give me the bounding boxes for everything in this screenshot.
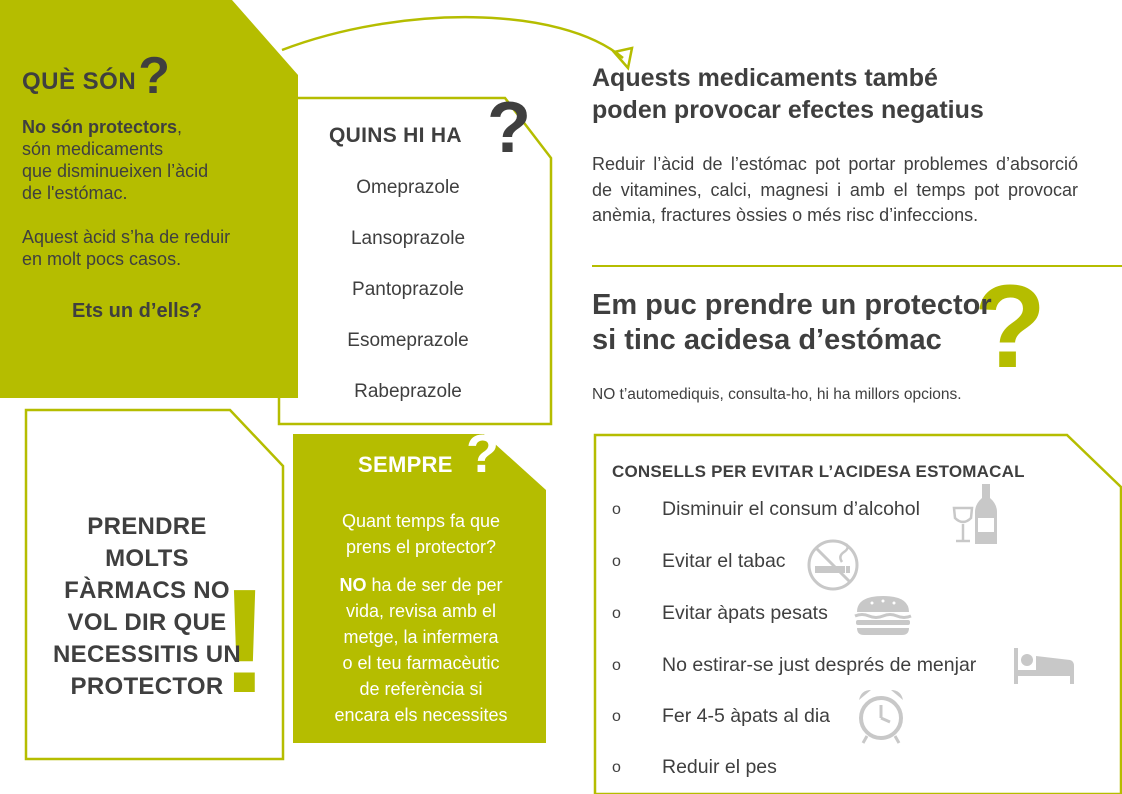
effects-title-line1: Aquests medicaments també [592,64,938,92]
sempre-question-line2: prens el protector? [345,537,497,557]
que-son-note [22,226,282,270]
que-son-definition [22,116,282,204]
question-mark-icon: ? [487,88,531,168]
que-son-line2: són medicaments [22,139,164,159]
list-item [612,756,777,779]
sempre-question [305,508,537,560]
consells-title: CONSELLS PER EVITAR L’ACIDESA ESTOMACAL [612,462,1025,481]
sempre-answer [305,572,537,728]
sempre-answer-no: NO [339,575,367,595]
acidesa-note: NO t’automediquis, consulta-ho, hi ha millors opcions. [592,386,962,403]
list-item [612,550,786,573]
tip-label: Evitar àpats pesats [662,602,828,624]
prendre-line: NECESSITIS UN [53,641,241,668]
que-son-line4: de l'estómac. [22,183,128,203]
que-son-title: QUÈ SÓN [22,68,137,95]
que-son-note-line2: en molt pocs casos. [22,249,182,269]
que-son-line3: que disminueixen l’àcid [22,161,209,181]
prendre-line: FÀRMACS NO [64,577,230,604]
list-item [612,602,828,625]
sempre-answer-line1: ha de ser de per [366,575,503,595]
acidesa-title [592,288,992,358]
quins-title: QUINS HI HA [329,124,462,147]
bullet: o [612,707,621,725]
sempre-answer-line3: metge, la infermera [343,627,499,647]
tip-label: Reduir el pes [662,756,777,778]
sempre-title: SEMPRE [358,452,453,477]
prendre-line: MOLTS [105,545,189,572]
que-son-bold-lead: No són protectors [22,117,178,137]
que-son-question: Ets un d’ells? [72,300,203,322]
drug-item: Lansoprazole [350,228,466,249]
prendre-line: VOL DIR QUE [67,609,227,636]
bullet: o [612,656,621,674]
prendre-message [34,511,260,703]
drug-item: Omeprazole [356,177,460,198]
drug-item: Pantoprazole [352,279,464,300]
sempre-answer-line6: encara els necessites [334,705,508,725]
que-son-note-line1: Aquest àcid s’ha de reduir [22,227,231,247]
acidesa-title-line1: Em puc prendre un protector [592,289,992,321]
tip-label: Fer 4-5 àpats al dia [662,705,831,727]
sempre-answer-line5: de referència si [359,679,483,699]
question-mark-icon: ? [466,424,499,484]
effects-body: Reduir l’àcid de l’estómac pot portar problemes d’absorció de vitamines, calci, magnesi i amb el temps pot provocar anèmia, fractures òssies o més risc d’infeccions. [592,154,1078,225]
alarm-clock-icon [855,686,907,746]
acidesa-title-line2: si tinc acidesa d’estómac [592,324,942,356]
no-smoking-icon [806,538,860,592]
effects-title-line2: poden provocar efectes negatius [592,96,984,124]
exclamation-icon: ! [220,559,270,724]
drug-item: Rabeprazole [354,381,462,402]
question-mark-icon: ? [138,47,171,105]
sempre-answer-line2: vida, revisa amb el [345,601,497,621]
que-son-section [22,47,282,323]
tip-label: No estirar-se just després de menjar [662,654,977,676]
list-item [612,705,830,728]
que-son-comma: , [177,117,183,137]
bed-icon [1012,646,1076,686]
prendre-line: PRENDRE [87,513,207,540]
bullet: o [612,758,621,776]
wine-bottle-icon [950,482,1002,546]
drug-item: Esomeprazole [347,330,469,351]
bullet: o [612,604,621,622]
que-son-heading [22,47,282,105]
list-item [612,498,920,521]
tip-label: Disminuir el consum d’alcohol [662,498,920,520]
curved-arrow [282,17,623,58]
effects-title [592,62,984,126]
prendre-line: PROTECTOR [70,673,224,700]
tip-label: Evitar el tabac [662,550,786,572]
question-mark-icon: ? [974,261,1047,393]
burger-icon [852,594,914,636]
bullet: o [612,552,621,570]
bullet: o [612,500,621,518]
sempre-question-line1: Quant temps fa que [341,511,501,531]
sempre-answer-line4: o el teu farmacèutic [342,653,500,673]
list-item [612,654,976,677]
